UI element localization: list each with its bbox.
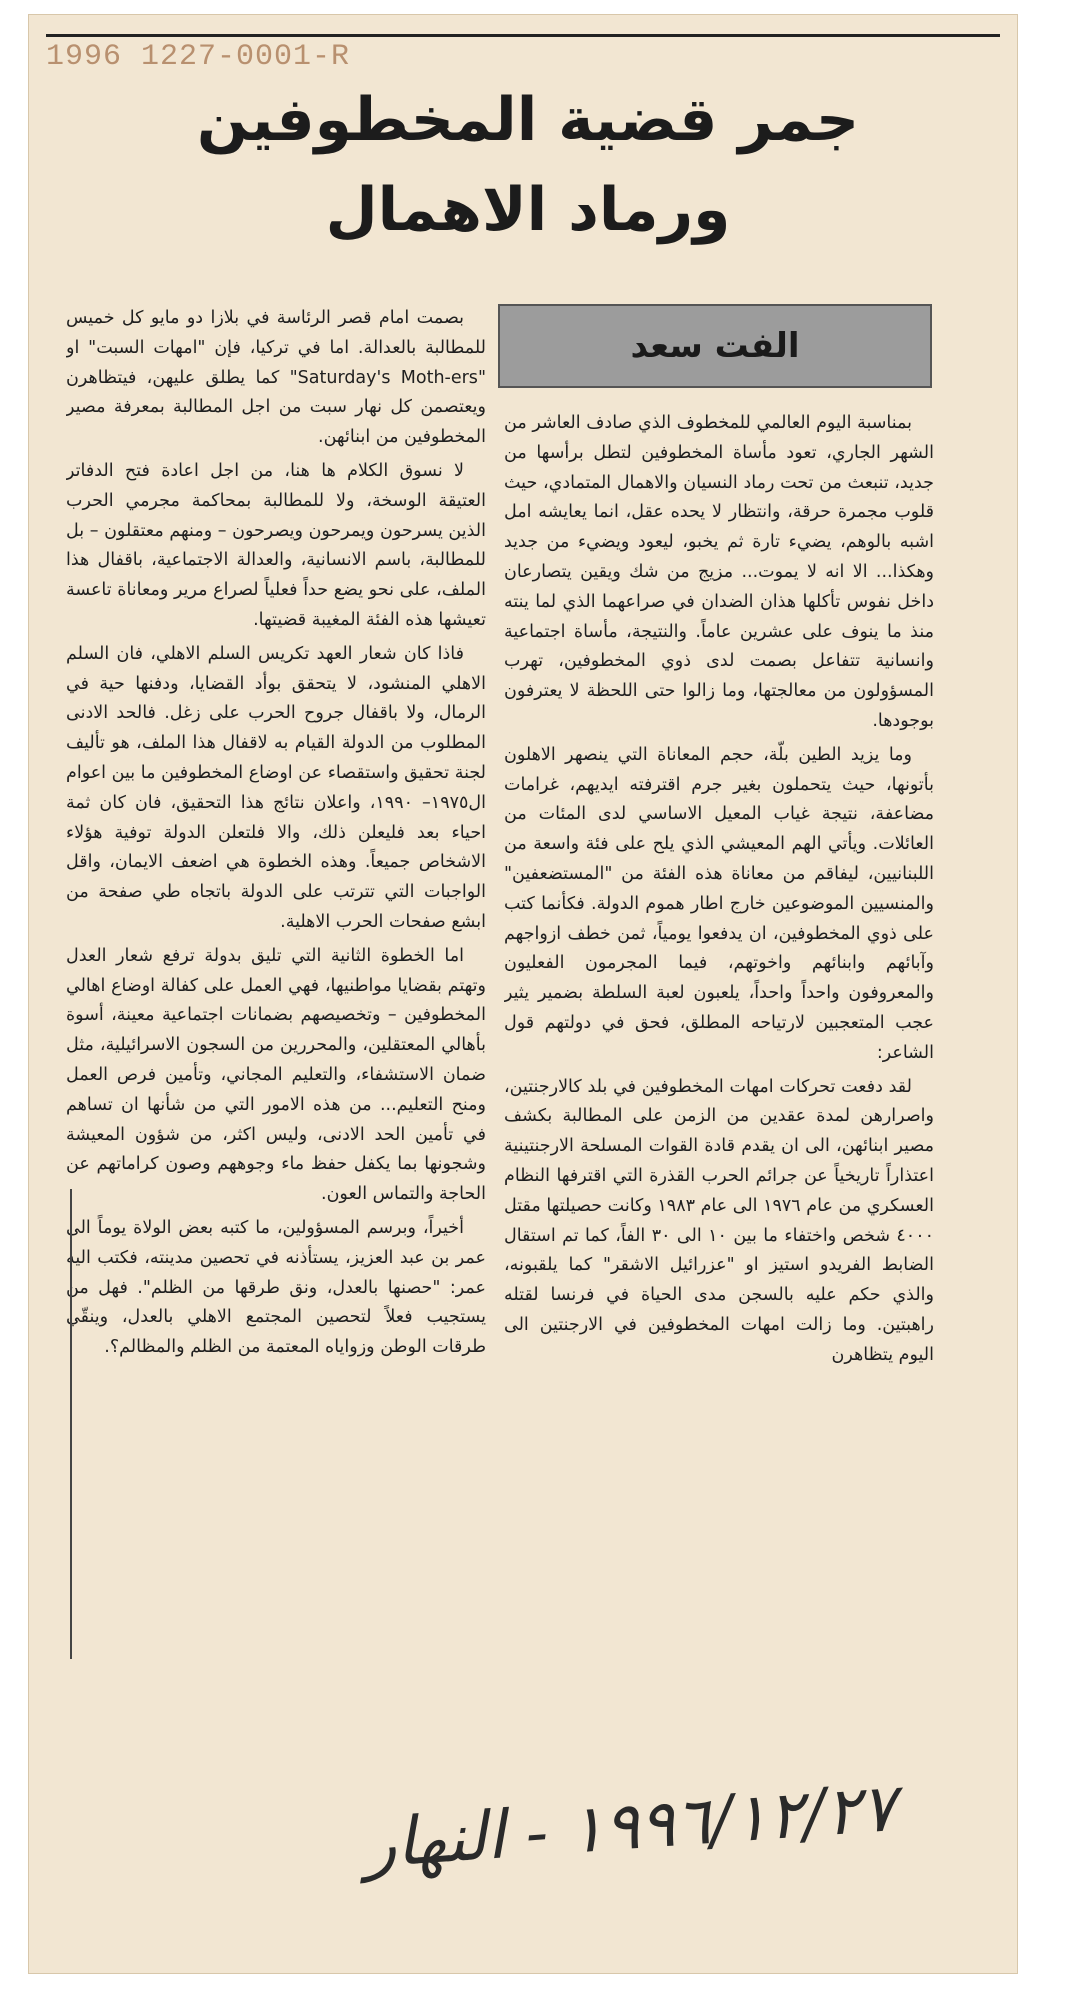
column-side-rule <box>70 1189 72 1659</box>
article-column-right <box>504 409 934 1739</box>
archive-serial-number: 1996 1227-0001-R <box>46 40 351 74</box>
headline-line-2: ورماد الاهمال <box>325 175 731 245</box>
paragraph: لا نسوق الكلام ها هنا، من اجل اعادة فتح الدفاتر العتيقة الوسخة، ولا للمطالبة بمحاكمة مجرمي الحرب الذين يسرحون ويمرحون ويصرحون – ومنهم معتقلون – بل للمطالبة، باسم الانسانية، والعدالة الاجتماعية، باقفال هذا الملف، على نحو يضع حداً فعلياً لصراع مرير ومعاناة تاعسة تعيشها هذه الفئة المغيبة قضيتها. <box>66 460 486 630</box>
handwritten-date-note: ١٩٩٦/١٢/٢٧ - النهار <box>361 1769 899 1884</box>
paragraph: لقد دفعت تحركات امهات المخطوفين في بلد كالارجنتين، واصرارهن لمدة عقدين من الزمن على المطالبة بكشف مصير ابنائهن، الى ان يقدم قادة القوات المسلحة الارجنتينية اعتذاراً تاريخياً عن جرائم الحرب القذرة التي اقترفها النظام العسكري من عام ١٩٧٦ الى عام ١٩٨٣ وكانت حصيلتها مقتل ٤٠٠٠ شخص واختفاء ما بين ١٠ الى ٣٠ الفاً، كما تم استقال الضابط الفريدو استيز او "عزرائيل الاشقر" كما يلقبونه، والذي حكم عليه بالسجن مدى الحياة في فرنسا لقتله راهبتين. وما زالت امهات المخطوفين في الارجنتين الى اليوم يتظاهرن <box>504 1076 934 1365</box>
top-rule <box>46 34 1000 37</box>
paragraph: بمناسبة اليوم العالمي للمخطوف الذي صادف العاشر من الشهر الجاري، تعود مأساة المخطوفين لتطل برأسها من جديد، تنبعث من تحت رماد النسيان والاهمال المتمادي، حيث قلوب مجمرة حرقة، وانتظار لا يحده عقل، انما يعايشه امل اشبه بالوهم، يضيء تارة ثم يخبو، ليعود ويضيء من جديد وهكذا... الا انه لا يموت... مزيج من شك ويقين يتصارعان داخل نفوس تأكلها هذان الضدان في صراعهما الذي لما ينته منذ ما ينوف على عشرين عاماً. والنتيجة، مأساة اجتماعية وانسانية تتفاعل بصمت لدى ذوي المخطوفين، تهرب المسؤولون من معالجتها، وما زالوا حتى اللحظة لا يعترفون بوجودها. <box>504 413 934 731</box>
paragraph: أخيراً، وبرسم المسؤولين، ما كتبه بعض الولاة يوماً الى عمر بن عبد العزيز، يستأذنه في تحصين مدينته، فكتب اليه عمر: "حصنها بالعدل، ونق طرقها من الظلم". فهل من يستجيب فعلاً لتحصين المجتمع الاهلي بالعدل، وينقّي طرقات الوطن وزواياه المعتمة من الظلم والمظالم؟. <box>66 1217 486 1358</box>
paragraph: اما الخطوة الثانية التي تليق بدولة ترفع شعار العدل وتهتم بقضايا مواطنيها، فهي العمل على كفالة اوضاع اهالي المخطوفين – وتخصيصهم بضمانات اجتماعية معينة، أسوة بأهالي المعتقلين، والمحررين من السجون الاسرائيلية، مثل ضمان الاستشفاء، والتعليم المجاني، وتأمين فرص العمل ومنح التعليم... من هذه الامور التي من شأنها ان تساهم في تأمين الحد الادنى، وليس اكثر، من شؤون المعيشة وشجونها بما يكفل حفظ ماء وجوههم وصون كراماتهم عن الحاجة والتماس العون. <box>66 945 486 1205</box>
newspaper-clipping <box>28 14 1018 1974</box>
paragraph: وما يزيد الطين بلّة، حجم المعاناة التي ينصهر الاهلون بأتونها، حيث يتحملون بغير جرم اقترفته ايديهم، غرامات مضاعفة، نتيجة غياب المعيل الاساسي لدى المئات من العائلات. ويأتي الهم المعيشي الذي يلح على فئة واسعة من اللبنانيين، ليفاقم من معاناة هذه الفئة من "المستضعفين" والمنسيين الموضوعين خارج اطار هموم الدولة. فكأنما كتب على ذوي المخطوفين، ان يدفعوا يومياً، ثمن خطف ازواجهم وآبائهم وابنائهم واخوتهم، فيما المجرمون الفعليون والمعروفون واحداً واحداً، يلعبون لعبة السلطة بضمير يثير عجب المتعجبين لارتياحه المطلق، فحق في دولتهم قول الشاعر: <box>504 744 934 1063</box>
paragraph: بصمت امام قصر الرئاسة في بلازا دو مايو كل خميس للمطالبة بالعدالة. اما في تركيا، فإن "امهات السبت" او "Saturday's Moth-ers" كما يطلق عليهن، فيتظاهرن ويعتصمن كل نهار سبت من اجل المطالبة بمعرفة مصير المخطوفين من ابنائهن. <box>66 308 486 448</box>
article-column-left <box>66 304 486 1649</box>
author-byline: الفت سعد <box>498 304 932 388</box>
headline-line-1: جمر قضية المخطوفين <box>196 85 860 155</box>
paragraph: فاذا كان شعار العهد تكريس السلم الاهلي، فان السلم الاهلي المنشود، لا يتحقق بوأد القضايا، ودفنها حية في الرمال، ولا باقفال جروح الحرب على زغل. فالحد الادنى المطلوب من الدولة القيام به لاقفال هذا الملف، هو تأليف لجنة تحقيق واستقصاء عن اوضاع المخطوفين ما بين اعوام ال١٩٧٥– ١٩٩٠، واعلان نتائج هذا التحقيق، فان كان ثمة احياء بعد فليعلن ذلك، والا فلتعلن الدولة توفية هؤلاء الاشخاص جميعاً. وهذه الخطوة هي اضعف الايمان، واقل الواجبات التي تترتب على الدولة باتجاه طي صفحة من ابشع صفحات الحرب الاهلية. <box>66 643 486 932</box>
